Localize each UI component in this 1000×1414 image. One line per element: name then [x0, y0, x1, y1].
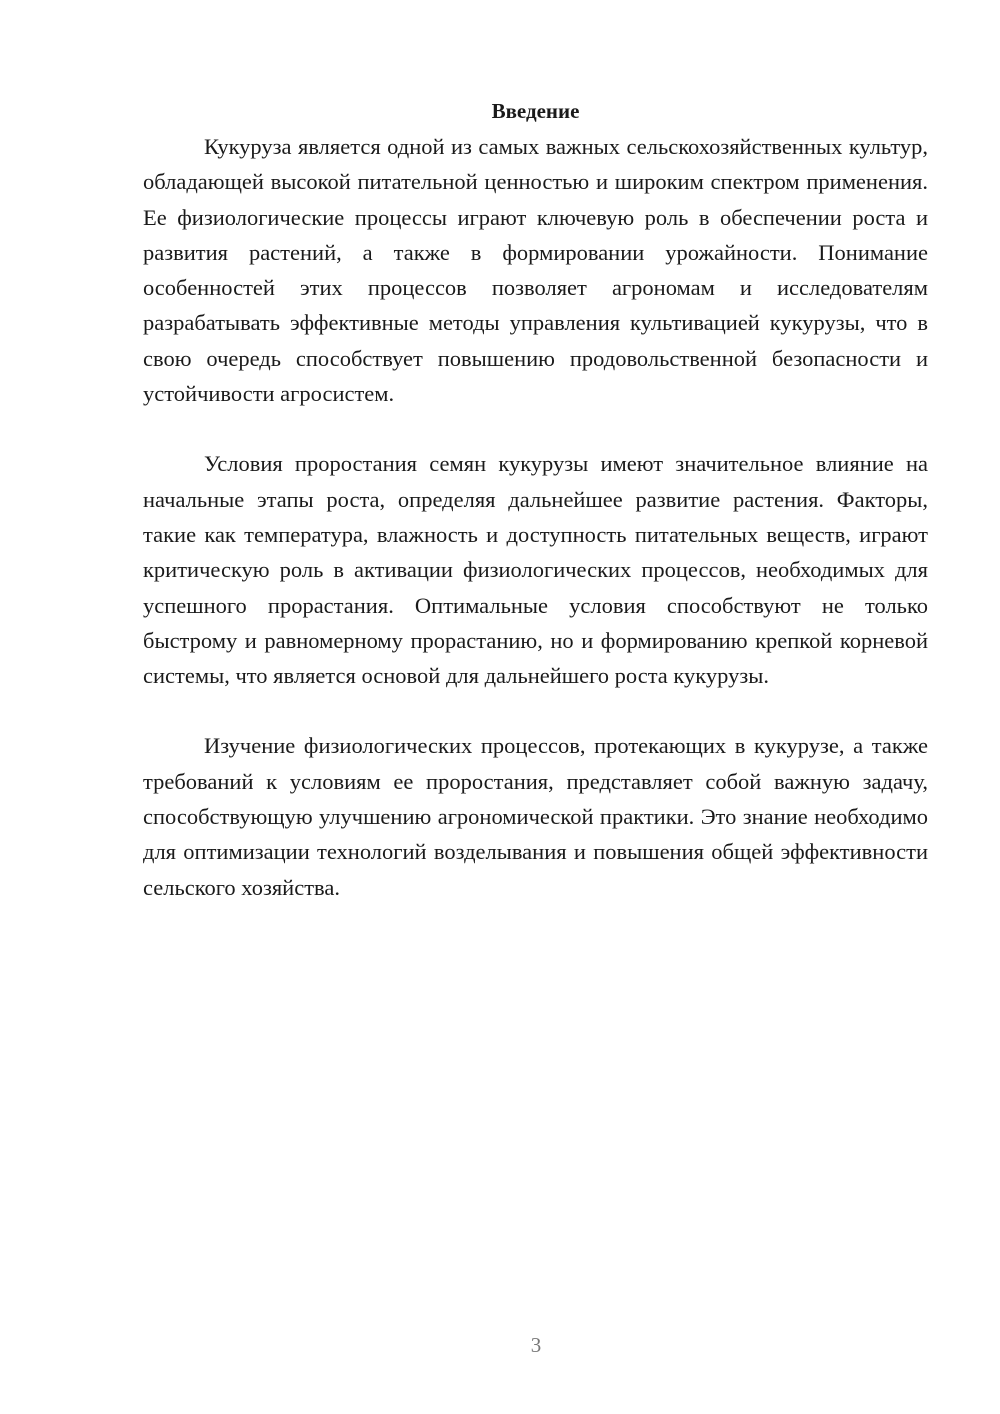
paragraph-study-importance: Изучение физиологических процессов, протекающих в кукурузе, а также требований к условиям ее проростания, представляет собой важную задачу, способствующую улучшению агрономической практики. Это знание необходимо для оптимизации технологий возделывания и повышения общей эффективности сельского хозяйства. — [143, 733, 928, 900]
paragraph-germination-conditions: Условия проростания семян кукурузы имеют значительное влияние на начальные этапы роста, определяя дальнейшее развитие растения. Факторы, такие как температура, влажность и доступность питательных веществ, играют критическую роль в активации физиологических процессов, необходимых для успешного прорастания. Оптимальные условия способствуют не только быстрому и равномерному прорастанию, но и формированию крепкой корневой системы, что является основой для дальнейшего роста кукурузы. — [143, 451, 928, 689]
page-number: 3 — [530, 1333, 542, 1357]
section-title: Введение — [491, 99, 580, 123]
page-content — [143, 94, 928, 940]
paragraph-intro: Кукуруза является одной из самых важных сельскохозяйственных культур, обладающей высокой питательной ценностью и широким спектром применения. Ее физиологические процессы играют ключевую роль в обеспечении роста и развития растений, а также в формировании урожайности. Понимание особенностей этих процессов позволяет агрономам и исследователям разрабатывать эффективные методы управления культивацией кукурузы, что в свою очередь способствует повышению продовольственной безопасности и устойчивости агросистем. — [143, 134, 928, 407]
